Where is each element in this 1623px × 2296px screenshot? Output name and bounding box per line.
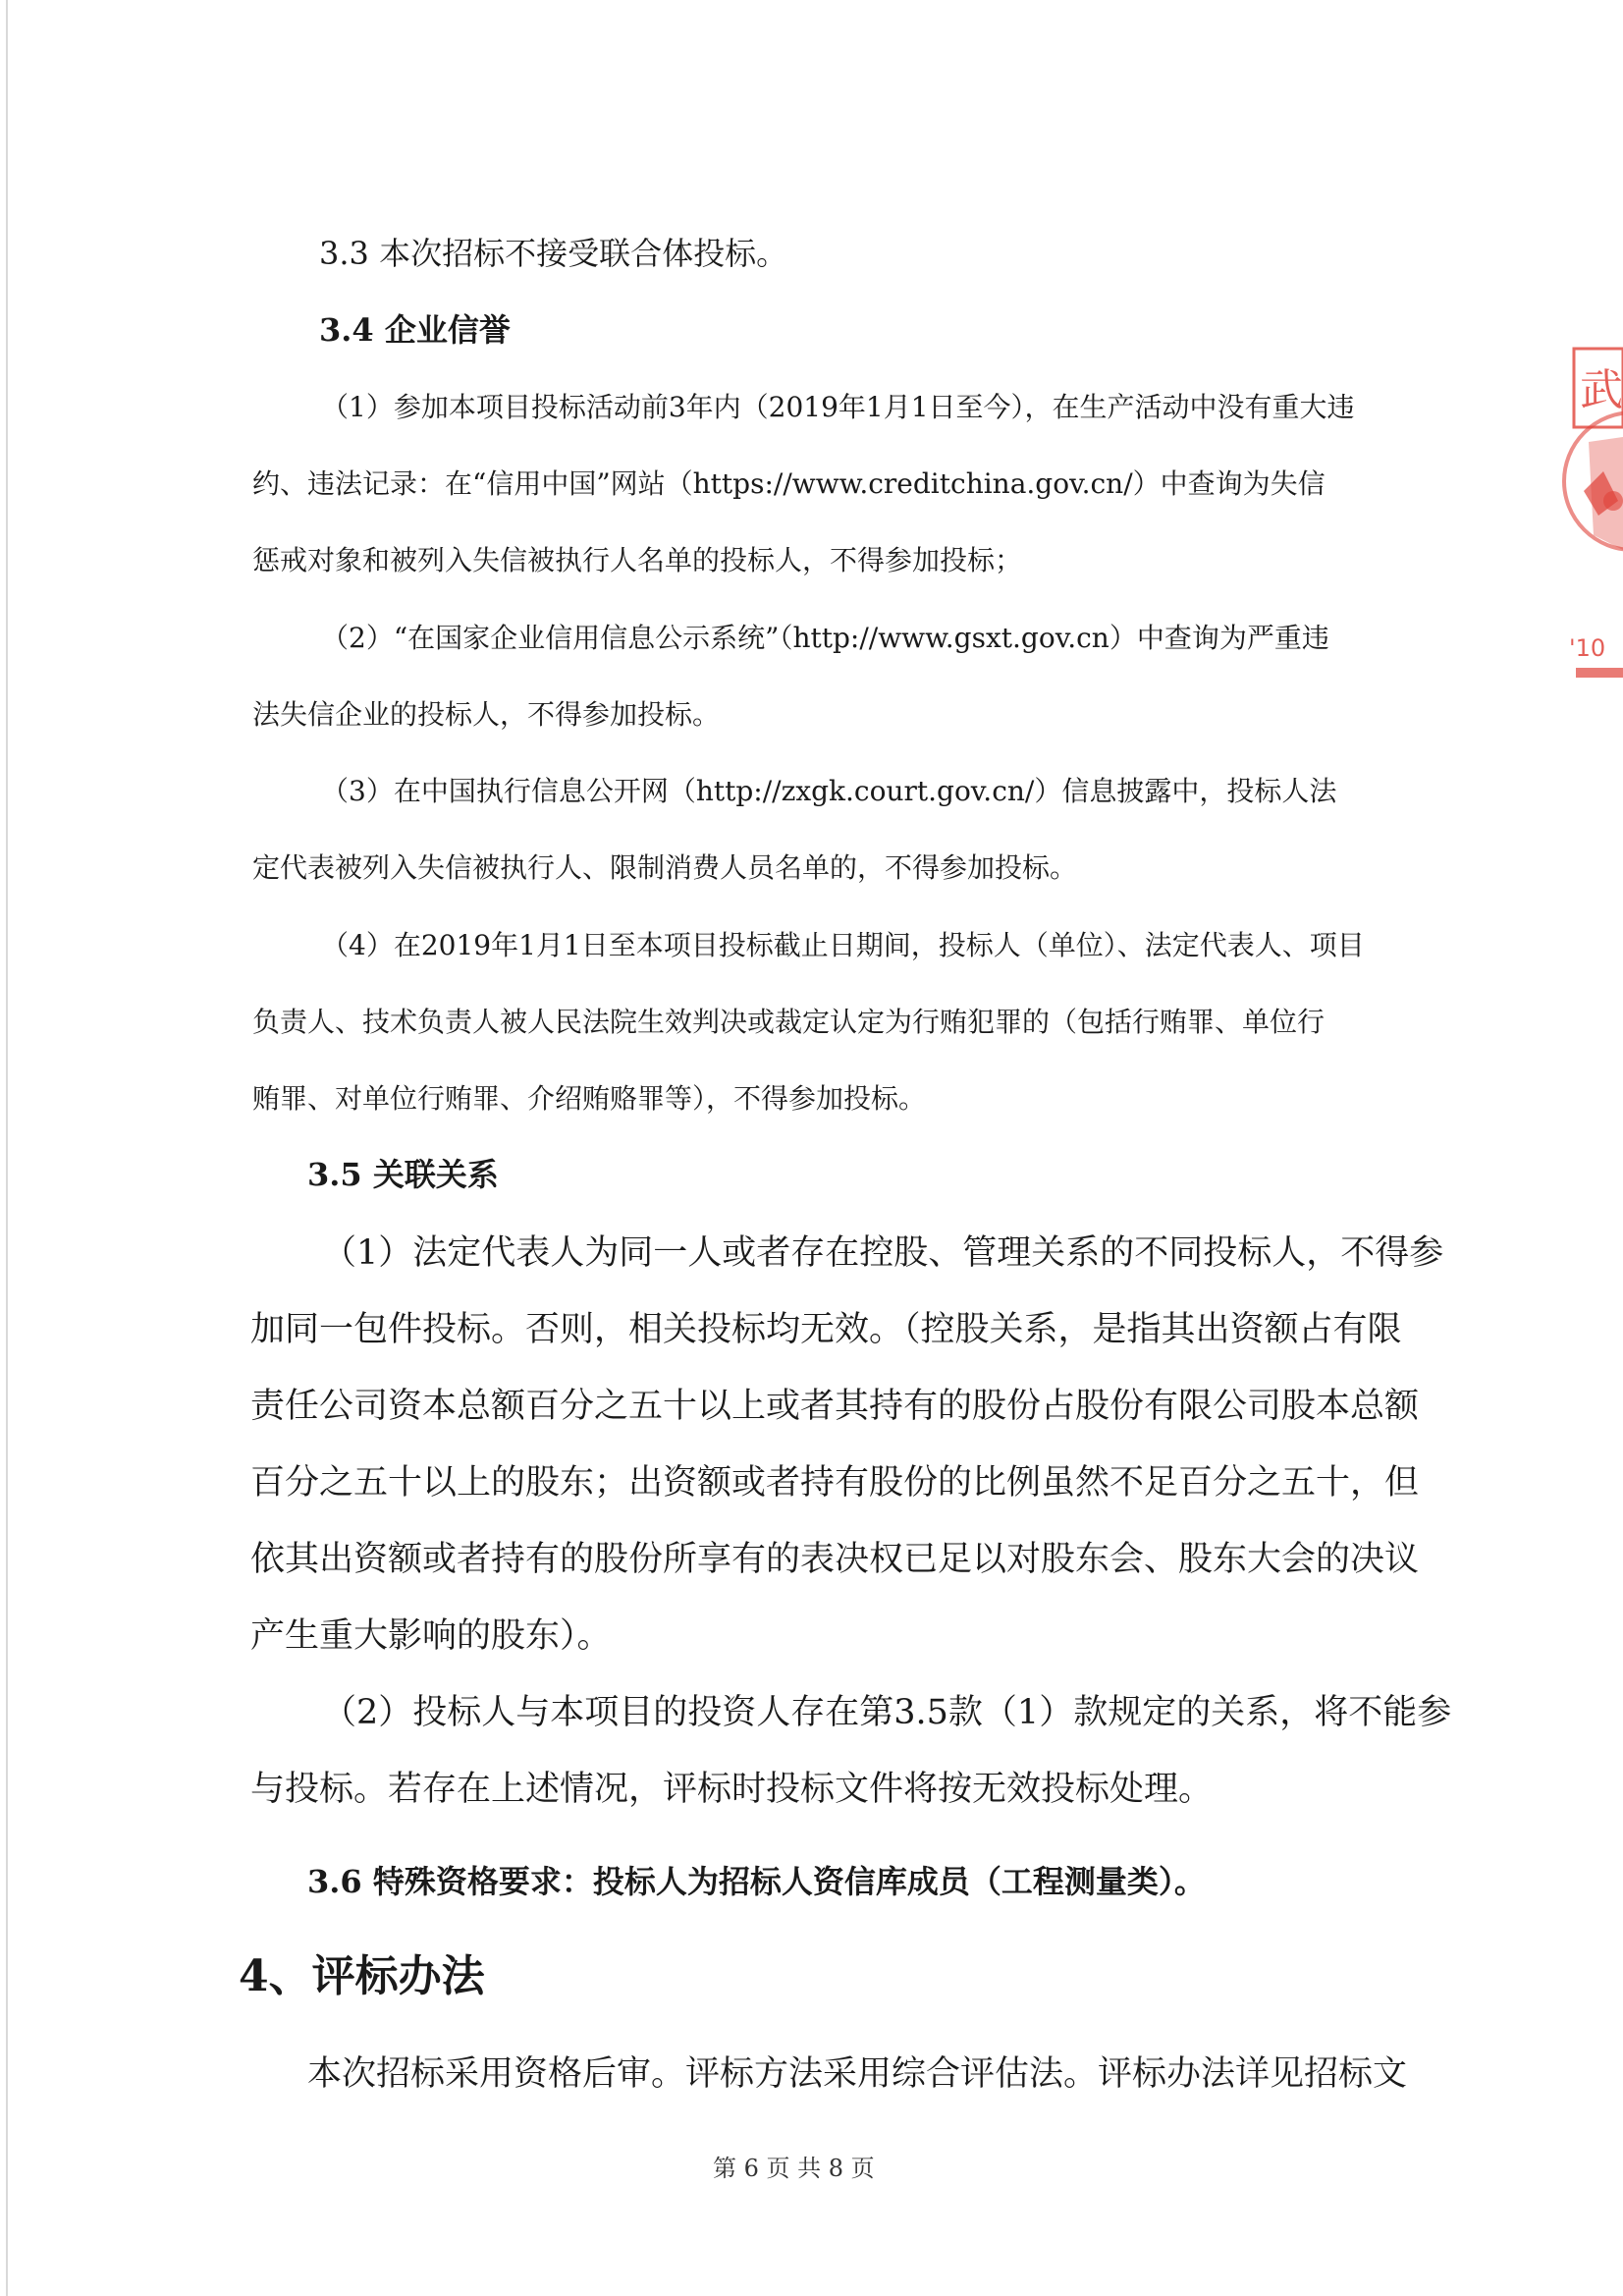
paragraph-line: 负责人、技术负责人被人民法院生效判决或裁定认定为行贿犯罪的（包括行贿罪、单位行 bbox=[252, 1006, 1325, 1038]
section-3-4-heading: 3.4 企业信誉 bbox=[319, 311, 511, 349]
paragraph-line: 约、违法记录：在“信用中国”网站（https://www.creditchina.gov.cn/）中查询为失信 bbox=[252, 467, 1325, 500]
paragraph-line: （2）“在国家企业信用信息公示系统”（http://www.gsxt.gov.cn）中查询为严重违 bbox=[321, 622, 1329, 654]
paragraph-line: （1）法定代表人为同一人或者存在控股、管理关系的不同投标人，不得参 bbox=[322, 1233, 1444, 1273]
paragraph-line: 本次招标采用资格后审。评标方法采用综合评估法。评标办法详见招标文 bbox=[307, 2054, 1408, 2094]
paragraph-line: （4）在2019年1月1日至本项目投标截止日期间，投标人（单位）、法定代表人、项目 bbox=[321, 929, 1365, 961]
paragraph-line: 加同一包件投标。否则，相关投标均无效。（控股关系，是指其出资额占有限 bbox=[250, 1310, 1402, 1349]
paragraph-line: 定代表被列入失信被执行人、限制消费人员名单的，不得参加投标。 bbox=[252, 851, 1078, 884]
paragraph-line: 与投标。若存在上述情况，评标时投标文件将按无效投标处理。 bbox=[250, 1770, 1214, 1809]
section-4-heading: 4、评标办法 bbox=[239, 1951, 485, 2001]
paragraph-line: 法失信企业的投标人，不得参加投标。 bbox=[252, 698, 721, 731]
section-3-5-heading: 3.5 关联关系 bbox=[307, 1156, 499, 1193]
svg-text:'10: '10 bbox=[1569, 634, 1606, 662]
paragraph-line: （1）参加本项目投标活动前3年内（2019年1月1日至今），在生产活动中没有重大违 bbox=[321, 391, 1355, 423]
svg-text:武: 武 bbox=[1580, 365, 1623, 415]
paragraph-line: 责任公司资本总额百分之五十以上或者其持有的股份占股份有限公司股本总额 bbox=[250, 1387, 1420, 1426]
paragraph-line: 依其出资额或者持有的股份所享有的表决权已足以对股东会、股东大会的决议 bbox=[250, 1540, 1420, 1579]
paragraph-line: （3）在中国执行信息公开网（http://zxgk.court.gov.cn/）信息披露中，投标人法 bbox=[321, 775, 1337, 807]
paragraph-line: 百分之五十以上的股东；出资额或者持有股份的比例虽然不足百分之五十，但 bbox=[250, 1463, 1420, 1503]
section-3-3: 3.3 本次招标不接受联合体投标。 bbox=[319, 235, 788, 272]
paragraph-line: （2）投标人与本项目的投资人存在第3.5款（1）款规定的关系，将不能参 bbox=[322, 1693, 1452, 1732]
red-seal-stamp-fragment bbox=[1544, 629, 1623, 697]
red-seal-stamp bbox=[1544, 344, 1623, 619]
section-3-6: 3.6 特殊资格要求：投标人为招标人资信库成员（工程测量类）。 bbox=[307, 1863, 1206, 1900]
paragraph-line: 贿罪、对单位行贿罪、介绍贿赂罪等），不得参加投标。 bbox=[252, 1082, 927, 1115]
paragraph-line: 惩戒对象和被列入失信被执行人名单的投标人，不得参加投标； bbox=[252, 544, 1023, 576]
page-edge bbox=[6, 0, 8, 2296]
page-number-footer: 第 6 页 共 8 页 bbox=[713, 2155, 875, 2182]
paragraph-line: 产生重大影响的股东）。 bbox=[250, 1616, 612, 1656]
